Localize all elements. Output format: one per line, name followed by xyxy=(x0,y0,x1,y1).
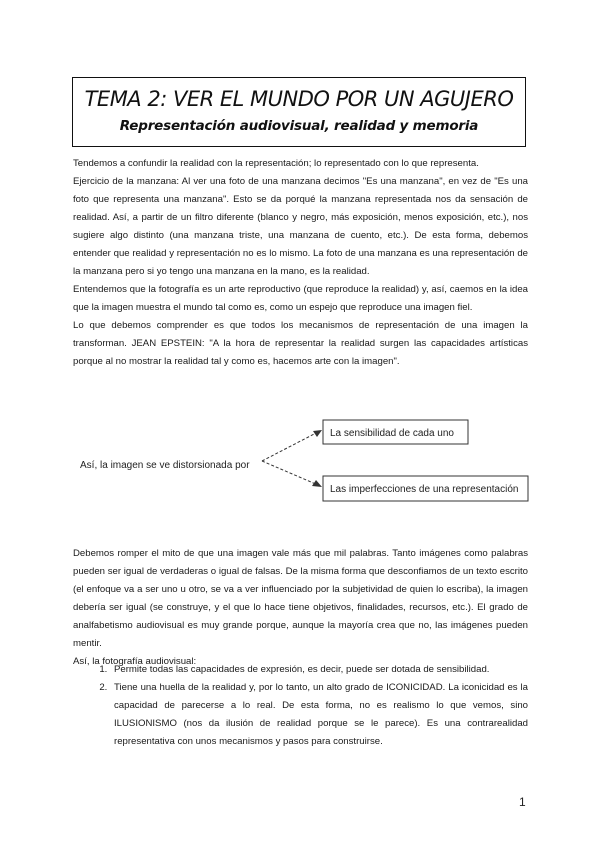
target-label-imperfecciones: Las imperfecciones de una representación xyxy=(330,484,519,495)
paragraph: Así, la fotografía audiovisual: xyxy=(73,656,197,667)
intro-text xyxy=(73,155,528,371)
paragraph: Lo que debemos comprender es que todos los mecanismos de representación de una imagen la transforman. JEAN EPSTEIN: "A la hora de representar la realidad surgen las capacidades artísticas porque al no mostrar la realidad tal y como es, hacemos arte con la imagen". xyxy=(73,320,528,367)
target-box-sensibilidad xyxy=(323,420,468,444)
list-item: 2. Tiene una huella de la realidad y, por lo tanto, un alto grado de ICONICIDAD. La iconicidad es la capacidad de parecerse a lo real. De esta forma, no es realismo lo que vemos, sino ILUSIONISMO (nos da ilusión de realidad porque se le parece). Es una contrarealidad representativa con unos mecanismos y pasos para construirse. xyxy=(110,679,528,751)
target-label-sensibilidad: La sensibilidad de cada uno xyxy=(330,428,454,439)
list-item: 1. Permite todas las capacidades de expresión, es decir, puede ser dotada de sensibilidad. xyxy=(110,661,528,679)
page-title: TEMA 2: VER EL MUNDO POR UN AGUJERO xyxy=(84,87,514,111)
paragraph: Ejercicio de la manzana: Al ver una foto de una manzana decimos "Es una manzana", en vez de "Es una foto que representa una manzana". Esto se da porqué la manzana representada nos da sensación de realidad. Así, a partir de un filtro diferente (blanco y negro, más exposición, menos exposición, etc.), nos sugiere algo distinto (una manzana triste, una manzana de cuento, etc.). De esta forma, debemos entender que realidad y representación no es lo mismo. La foto de una manzana es una representación de la manzana pero si yo tengo una manzana en la mano, es la realidad. xyxy=(73,176,528,277)
page-subtitle: Representación audiovisual, realidad y memoria xyxy=(119,118,479,134)
arrowhead-top-icon xyxy=(313,430,322,437)
arrow-line-top xyxy=(262,432,318,461)
target-box-imperfecciones xyxy=(323,476,528,501)
page-number: 1 xyxy=(519,795,526,809)
numbered-list xyxy=(73,661,528,751)
arrowhead-bottom-icon xyxy=(312,480,322,487)
paragraph: Tendemos a confundir la realidad con la representación; lo representado con lo que representa. xyxy=(73,158,479,169)
arrow-line-bottom xyxy=(262,461,318,485)
title-box xyxy=(72,77,526,147)
body-text xyxy=(73,545,528,671)
diagram-source-label: Así, la imagen se ve distorsionada por xyxy=(80,460,250,471)
paragraph: Debemos romper el mito de que una imagen vale más que mil palabras. Tanto imágenes como palabras pueden ser igual de verdaderas o igual de falsas. De la misma forma que desconfiamos de un texto escrito (el enfoque va a ser uno u otro, se va a ver influenciado por la subjetividad de quien lo escriba), la imagen debería ser igual (se construye, y el que lo hace tiene objetivos, finalidades, recursos, etc.). El grado de analfabetismo audiovisual es muy grande porque, aunque la mayoría crea que no, las imágenes pueden mentir. xyxy=(73,548,528,649)
paragraph: Entendemos que la fotografía es un arte reproductivo (que reproduce la realidad) y, así, caemos en la idea que la imagen muestra el mundo tal como es, como un espejo que reproduce una imagen fiel. xyxy=(73,284,528,313)
